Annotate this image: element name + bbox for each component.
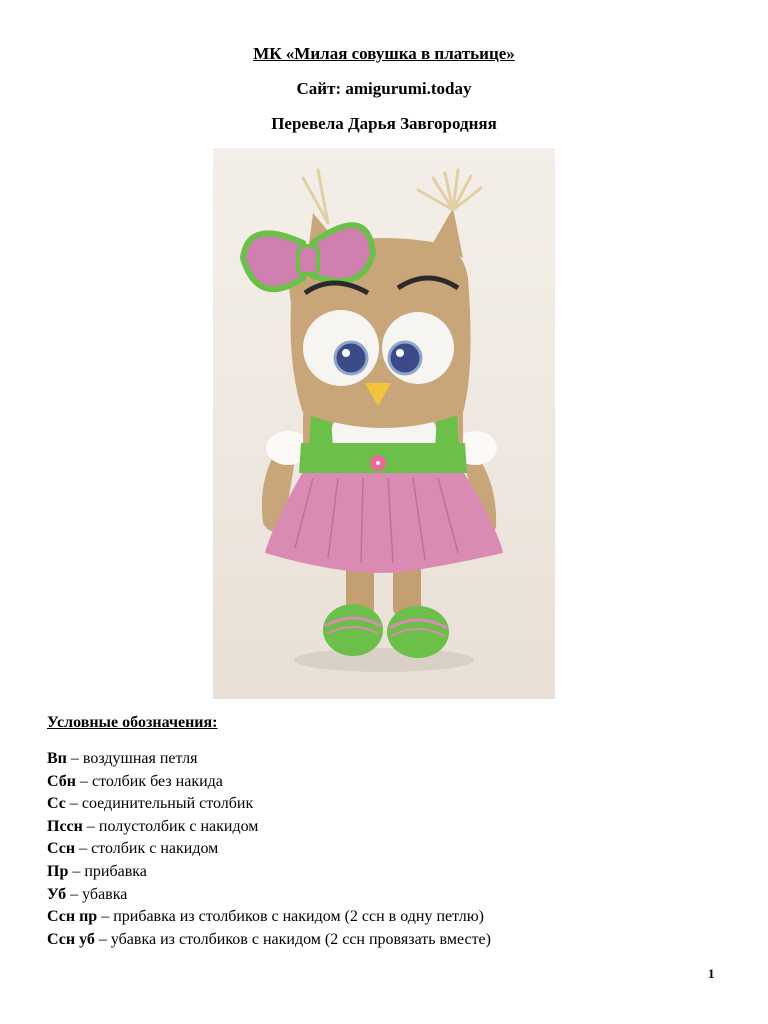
left-iris bbox=[335, 342, 367, 374]
legend-heading: Условные обозначения: bbox=[47, 714, 218, 731]
legend-abbr: Сс bbox=[47, 795, 66, 813]
legend-desc: – полустолбик с накидом bbox=[82, 817, 259, 835]
legend-item bbox=[47, 771, 491, 794]
right-tassel bbox=[418, 170, 481, 210]
legend-item bbox=[47, 861, 491, 884]
legend-item bbox=[47, 816, 491, 839]
legend-abbr: Ссн пр bbox=[47, 908, 98, 926]
legend-desc: – столбик без накида bbox=[75, 772, 223, 790]
legend-abbr: Уб bbox=[47, 885, 67, 903]
legend-desc: – воздушная петля bbox=[66, 750, 198, 767]
legend-abbr: Пр bbox=[47, 862, 69, 880]
right-iris bbox=[389, 342, 421, 374]
floor-shadow bbox=[294, 648, 474, 672]
legend-desc: – соединительный столбик bbox=[65, 795, 254, 813]
legend-item bbox=[47, 929, 491, 952]
legend-item bbox=[47, 906, 491, 929]
legend-list bbox=[47, 748, 491, 951]
legend-abbr: Ссн уб bbox=[47, 930, 95, 948]
pink-skirt bbox=[265, 463, 503, 573]
legend-item bbox=[47, 793, 491, 816]
legend-desc: – прибавка bbox=[68, 862, 147, 880]
translator-line: Перевела Дарья Завгородняя bbox=[271, 114, 497, 133]
legend-abbr: Сбн bbox=[47, 772, 76, 790]
green-strap-right bbox=[435, 416, 459, 448]
owl-photo bbox=[213, 148, 555, 699]
left-shoe bbox=[323, 604, 383, 656]
right-shoe bbox=[387, 606, 449, 658]
legend-desc: – столбик с накидом bbox=[75, 840, 219, 858]
legend-item bbox=[47, 838, 491, 861]
site-line: Сайт: amigurumi.today bbox=[296, 79, 472, 98]
legend-item bbox=[47, 884, 491, 907]
legend-abbr: Ссн bbox=[47, 840, 76, 858]
left-tassel bbox=[303, 170, 328, 223]
document-title: МК «Милая совушка в платьице» bbox=[253, 44, 515, 63]
page-number: 1 bbox=[708, 966, 715, 981]
legend-desc: – убавка из столбиков с накидом (2 ссн провязать вместе) bbox=[94, 930, 491, 948]
legend-desc: – убавка bbox=[66, 885, 128, 903]
legend-item bbox=[47, 748, 491, 771]
legend-desc: – прибавка из столбиков с накидом (2 ссн в одну петлю) bbox=[97, 908, 484, 926]
legend-abbr: Пссн bbox=[47, 817, 83, 835]
legend-abbr: Вп bbox=[47, 750, 67, 767]
